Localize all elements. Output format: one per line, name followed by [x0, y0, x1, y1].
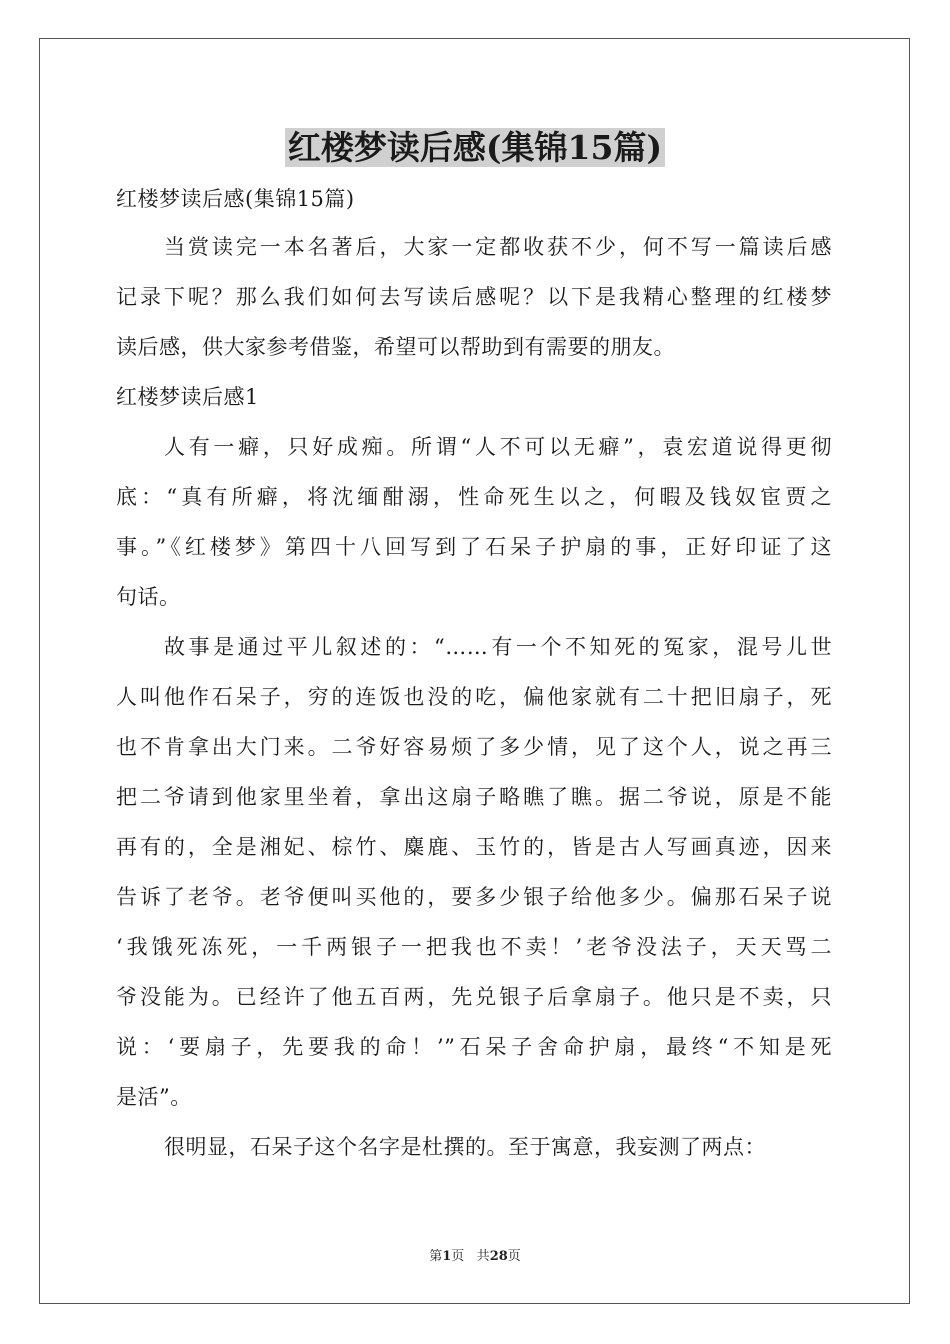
paragraph-line: 把二爷请到他家里坐着，拿出这扇子略瞧了瞧。据二爷说，原是不能 [116, 785, 832, 809]
paragraph-line: 记录下呢？那么我们如何去写读后感呢？以下是我精心整理的红楼梦 [116, 285, 832, 309]
paragraph-line: 说：‘要扇子，先要我的命！’”石呆子舍命护扇，最终“不知是死 [116, 1035, 832, 1059]
paragraph-line: 再有的，全是湘妃、棕竹、麋鹿、玉竹的，皆是古人写画真迹，因来 [116, 835, 832, 859]
paragraph-line: 也不肯拿出大门来。二爷好容易烦了多少情，见了这个人，说之再三 [116, 735, 832, 759]
total-suffix: 页 [507, 1249, 521, 1264]
total-pages: 28 [489, 1249, 508, 1264]
page-footer [0, 1248, 950, 1266]
paragraph-line: 故事是通过平儿叙述的：“……有一个不知死的冤家，混号儿世 [164, 635, 832, 659]
document-body [116, 176, 832, 1172]
paragraph-line: 是活”。 [116, 1085, 192, 1109]
document-title [0, 124, 950, 172]
paragraph-line: 人叫他作石呆子，穷的连饭也没的吃，偏他家就有二十把旧扇子，死 [116, 685, 832, 709]
paragraph-line: 底：“真有所癖，将沈缅酣溺，性命死生以之，何暇及钱奴宦贾之 [116, 485, 832, 509]
page-number: 1 [442, 1249, 452, 1264]
subtitle-line: 红楼梦读后感(集锦15篇) [116, 187, 355, 211]
document-title-text: 红楼梦读后感(集锦15篇) [285, 128, 665, 167]
paragraph-line: 很明显，石呆子这个名字是杜撰的。至于寓意，我妄测了两点： [164, 1135, 766, 1159]
total-prefix: 共 [476, 1249, 490, 1264]
paragraph-line: 读后感，供大家参考借鉴，希望可以帮助到有需要的朋友。 [116, 335, 675, 359]
paragraph-line: 人有一癖，只好成痴。所谓“人不可以无癖”，袁宏道说得更彻 [164, 435, 832, 459]
page-suffix: 页 [451, 1249, 465, 1264]
paragraph-line: 事。”《红楼梦》第四十八回写到了石呆子护扇的事，正好印证了这 [116, 535, 832, 559]
page-prefix: 第 [429, 1249, 443, 1264]
paragraph-line: 句话。 [116, 585, 181, 609]
section-heading: 红楼梦读后感1 [116, 385, 259, 409]
paragraph-line: 告诉了老爷。老爷便叫买他的，要多少银子给他多少。偏那石呆子说 [116, 885, 832, 909]
paragraph-line: ‘我饿死冻死，一千两银子一把我也不卖！’老爷没法子，天天骂二 [116, 935, 832, 959]
paragraph-line: 当赏读完一本名著后，大家一定都收获不少，何不写一篇读后感 [164, 235, 832, 259]
paragraph-line: 爷没能为。已经许了他五百两，先兑银子后拿扇子。他只是不卖，只 [116, 985, 832, 1009]
